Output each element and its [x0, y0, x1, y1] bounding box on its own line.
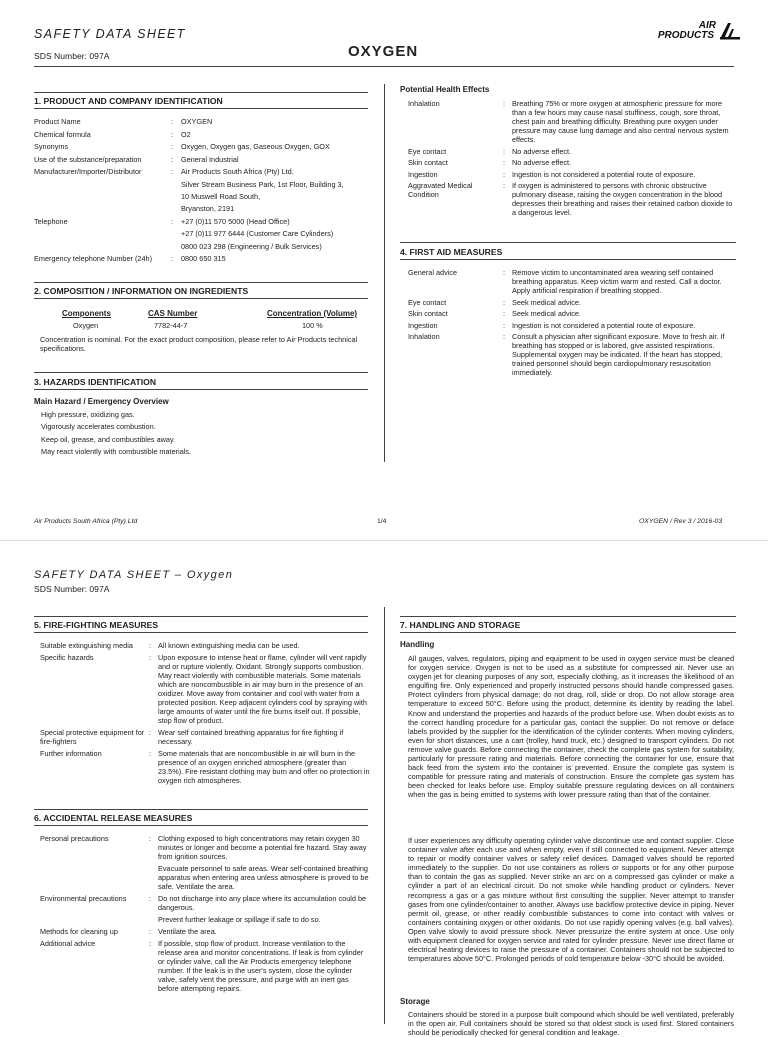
s1-row-value: Bryanston, 2191	[181, 203, 235, 213]
s5-row-colon: :	[149, 641, 152, 650]
s6-row-text: If possible, stop flow of product. Increase ventilation to the release area and monitor concentrations. If leak is from cylinder or cylinder valve, call the Air Products emergency telephone number. If the leak is in the user's system, close the cylinder valve, safely vent the pressure, and purge with an inert gas before attempting repairs.	[158, 939, 364, 994]
s1-row-value: Oxygen, Oxygen gas, Gaseous Oxygen, GOX	[181, 142, 330, 152]
handling-subheading: Handling	[400, 640, 435, 649]
s2-top-rule	[34, 282, 368, 283]
s2-cell-component: Oxygen	[73, 321, 99, 330]
s1-row-colon: :	[171, 217, 174, 227]
storage-paragraph: Containers should be stored in a purpose built compound which should be well ventilated, preferably in the open air. Full containers should be stored so that oldest stock is used first. Stored containers should be periodically checked for general condition and leakage.	[408, 1010, 734, 1037]
s4-top-rule	[400, 242, 736, 243]
s5-row-text: Some materials that are noncombustible in air will burn in the presence of an oxygen enriched atmosphere (greater than 23.5%). Fire resistant clothing may burn and offer no protection in oxygen rich atmospheres.	[158, 748, 370, 785]
page-2	[0, 541, 768, 1037]
s6-row-label: Additional advice	[40, 939, 96, 948]
s6-row-colon: :	[149, 894, 152, 903]
s1-row-value: OXYGEN	[181, 117, 213, 126]
column-divider	[384, 84, 385, 462]
phe-row-text: Breathing 75% or more oxygen at atmospheric pressure for more than a few hours may cause nasal stuffiness, cough, sore throat, chest pain and breathing difficulty. Breathing pure oxygen under pressure may cause lung damage and also central nervous system effects.	[512, 99, 729, 145]
s1-row-colon: :	[171, 129, 174, 139]
phe-row-label: Skin contact	[408, 158, 448, 167]
s6-row-text: Clothing exposed to high concentrations may retain oxygen 30 minutes or longer and become a potential fire hazard. Stay away from ignition sources.	[158, 834, 367, 862]
s1-row-value: +27 (0)11 570 5000 (Head Office)	[181, 217, 290, 227]
s3-item: Keep oil, grease, and combustibles away.	[41, 435, 176, 444]
s2-bottom-rule	[34, 298, 368, 299]
s1-row-value: General Industrial	[181, 154, 239, 164]
phe-row-text: Ingestion is not considered a potential route of exposure.	[512, 169, 696, 179]
s3-heading: 3. HAZARDS IDENTIFICATION	[34, 377, 157, 387]
logo-mark-icon	[718, 21, 742, 41]
phe-row-label: Inhalation	[408, 99, 440, 108]
s4-row-label: Eye contact	[408, 297, 447, 307]
s6-row-colon: :	[149, 834, 152, 843]
s4-row-text: Ingestion is not considered a potential route of exposure.	[512, 320, 696, 330]
s4-row-label: General advice	[408, 268, 458, 277]
s6-row-text: Do not discharge into any place where its accumulation could be dangerous.	[158, 894, 367, 913]
s4-row-text: Remove victim to uncontaminated area wearing self contained breathing apparatus. Keep victim warm and rested. Call a doctor. Apply artificial respiration if breathing stopped.	[512, 268, 722, 296]
phe-row-colon: :	[503, 99, 506, 108]
s1-row-label: Telephone	[34, 217, 68, 227]
s7-bottom-rule	[400, 632, 736, 633]
phe-row-colon: :	[503, 146, 506, 156]
s6-bottom-rule	[34, 825, 368, 826]
s1-row-colon: :	[171, 117, 174, 126]
s1-row-label: Emergency telephone Number (24h)	[34, 254, 153, 264]
s1-row-value: 0800 023 298 (Engineering / Bulk Services)	[181, 241, 322, 251]
s1-row-label: Chemical formula	[34, 129, 91, 139]
sheet-title: SAFETY DATA SHEET	[34, 27, 186, 41]
s7-top-rule	[400, 616, 736, 617]
s5-row-label: Further information	[40, 748, 102, 758]
sds-number: SDS Number: 097A	[34, 51, 110, 61]
footer-revision: OXYGEN / Rev 3 / 2016-03	[639, 518, 723, 525]
s1-top-rule	[34, 92, 368, 93]
s5-heading: 5. FIRE-FIGHTING MEASURES	[34, 620, 159, 630]
s6-rows	[40, 834, 374, 1009]
s6-row-label: Environmental precautions	[40, 894, 127, 903]
s4-row-label: Skin contact	[408, 309, 448, 318]
s7-heading: 7. HANDLING AND STORAGE	[400, 620, 521, 630]
s1-row-label: Use of the substance/preparation	[34, 154, 142, 164]
s1-row-value: +27 (0)11 977 6444 (Customer Care Cylinders)	[181, 229, 334, 239]
s4-row-label: Inhalation	[408, 332, 440, 341]
phe-row-colon: :	[503, 181, 506, 190]
phe-rows	[408, 99, 738, 229]
s1-rows	[34, 117, 374, 267]
s4-row-colon: :	[503, 309, 506, 318]
s2-col-cas: CAS Number	[148, 309, 198, 318]
footer-company: Air Products South Africa (Pty) Ltd	[34, 518, 138, 525]
s3-item: May react violently with combustible materials.	[41, 447, 192, 456]
s4-row-text: Seek medical advice.	[512, 309, 581, 318]
s6-heading: 6. ACCIDENTAL RELEASE MEASURES	[34, 813, 193, 823]
s6-top-rule	[34, 809, 368, 810]
s4-row-colon: :	[503, 332, 506, 341]
s1-heading: 1. PRODUCT AND COMPANY IDENTIFICATION	[34, 96, 223, 106]
s6-row-text: Ventilate the area.	[158, 927, 217, 936]
phe-row-label: Eye contact	[408, 146, 447, 156]
s6-row-label: Methods for cleaning up	[40, 927, 118, 936]
logo-line2: PRODUCTS	[657, 30, 714, 41]
s5-bottom-rule	[34, 632, 368, 633]
column-divider-2	[384, 607, 385, 1024]
s5-row-label: Special protective equipment for fire-fighters	[40, 728, 145, 747]
s1-row-value: 0800 650 315	[181, 254, 226, 264]
s2-cell-cas: 7782-44-7	[154, 321, 188, 330]
s6-row-colon: :	[149, 927, 152, 936]
s1-row-value: Air Products South Africa (Pty) Ltd.	[181, 167, 294, 177]
s1-row-colon: :	[171, 254, 174, 264]
s3-item: High pressure, oxidizing gas.	[41, 410, 135, 419]
s6-row-label: Personal precautions	[40, 834, 109, 843]
phe-row-text: No adverse effect.	[512, 146, 572, 156]
s1-row-value: 10 Muswell Road South,	[181, 191, 261, 201]
footer-page: 1/4	[377, 518, 387, 525]
s6-row-colon: :	[149, 939, 152, 948]
s5-rows	[40, 641, 374, 801]
s1-row-colon: :	[171, 142, 174, 152]
s5-row-label: Suitable extinguishing media	[40, 641, 133, 650]
s5-row-colon: :	[149, 652, 152, 662]
s2-note: Concentration is nominal. For the exact product composition, please refer to Air Products technical specifications.	[40, 335, 358, 354]
product-heading: OXYGEN	[348, 43, 419, 60]
sds-number-2: SDS Number: 097A	[34, 584, 110, 594]
s1-bottom-rule	[34, 108, 368, 109]
s6-row-text: Evacuate personnel to safe areas. Wear self-contained breathing apparatus when entering area unless atmosphere is proved to be safe. Ventilate the area.	[158, 864, 369, 892]
s5-row-text: All known extinguishing media can be used.	[158, 641, 300, 650]
header-rule	[34, 66, 734, 67]
s4-row-colon: :	[503, 268, 506, 277]
s4-rows	[408, 268, 738, 398]
phe-row-colon: :	[503, 158, 506, 167]
s1-row-label: Manufacturer/Importer/Distributor	[34, 167, 142, 177]
s3-top-rule	[34, 372, 368, 373]
s4-heading: 4. FIRST AID MEASURES	[400, 247, 503, 257]
phe-row-label: Ingestion	[408, 169, 438, 179]
s1-row-value: O2	[181, 129, 191, 139]
s5-top-rule	[34, 616, 368, 617]
s5-row-colon: :	[149, 728, 152, 737]
s1-row-label: Product Name	[34, 117, 81, 126]
s2-cell-concentration: 100 %	[302, 321, 323, 330]
phe-row-text: No adverse effect.	[512, 158, 572, 167]
s5-row-text: Upon exposure to intense heat or flame, cylinder will vent rapidly and or rupture violently. Oxidant. Strongly supports combustion. May react violently with combustible materials. Some materials which are noncombustible in air may burn in the presence of an oxidizer. Move away from container and cool with water from a protected position. Keep adjacent cylinders cool by spraying with large amounts of water until the fire burns itself out. If possible, stop flow of product.	[158, 652, 367, 726]
s4-row-text: Seek medical advice.	[512, 297, 581, 307]
phe-heading: Potential Health Effects	[400, 85, 490, 94]
s5-row-label: Specific hazards	[40, 652, 94, 662]
s5-row-colon: :	[149, 748, 152, 758]
s5-row-text: Wear self contained breathing apparatus for fire fighting if necessary.	[158, 728, 344, 747]
s4-row-text: Consult a physician after significant exposure. Move to fresh air. If breathing has stopped or is labored, give assisted respirations. Supplemental oxygen may be indicated. If the heart has stopped, trained personnel should begin cardiopulmonary resuscitation immediately.	[512, 332, 725, 378]
s3-bottom-rule	[34, 389, 368, 390]
storage-subheading: Storage	[400, 997, 430, 1006]
s2-heading: 2. COMPOSITION / INFORMATION ON INGREDIENTS	[34, 286, 249, 296]
s4-row-colon: :	[503, 320, 506, 330]
s4-row-colon: :	[503, 297, 506, 307]
phe-row-text: If oxygen is administered to persons with chronic obstructive pulmonary disease, raising the oxygen concentration in the blood depresses their breathing and raises their retained carbon dioxide to a dangerous level.	[512, 181, 733, 218]
s6-row-text: Prevent further leakage or spillage if safe to do so.	[158, 915, 321, 924]
s1-row-value: Silver Stream Business Park, 1st Floor, Building 3,	[181, 179, 344, 189]
s1-row-colon: :	[171, 154, 174, 164]
s3-item: Vigorously accelerates combustion.	[41, 422, 156, 431]
s1-row-label: Synonyms	[34, 142, 69, 152]
phe-row-label: Aggravated Medical Condition	[408, 181, 473, 200]
s4-bottom-rule	[400, 259, 736, 260]
air-products-logo	[650, 20, 742, 42]
sheet-title-2: SAFETY DATA SHEET – Oxygen	[34, 569, 234, 581]
s1-row-colon: :	[171, 167, 174, 177]
s3-subheading: Main Hazard / Emergency Overview	[34, 397, 169, 406]
s2-col-components: Components	[62, 309, 111, 318]
phe-row-colon: :	[503, 169, 506, 179]
handling-paragraph: All gauges, valves, regulators, piping and equipment to be used in oxygen service must be cleaned for oxygen service. Oxygen is not to be used as a substitute for compressed air. Never use an oxygen jet for cleaning purposes of any sort, especially clothing, as it increases the likelihood of an engulfing fire. Only experienced and properly instructed persons should handle compressed gases. Protect cylinders from physical damage; do not drag, roll, slide or drop. Do not allow storage area temperature to exceed 50°C. Before using the product, determine its identity by reading the label. Know and understand the properties and hazards of the product before use. When doubt exists as to the correct handling procedure for a particular gas, contact the supplier. Do not remove or deface labels provided by the supplier for the identification of the cylinder contents. When moving cylinders, even for short distances, use a cart (trolley, hand truck, etc.) designed to transport cylinders. Do not remove valve guards. Before connecting the container, check the complete gas system for suitability, particularly for pressure rating and materials. Before connecting the container for use, ensure that back feed from the system into the container is prevented. Ensure the complete gas system is compatible for pressure rating and materials of construction. Ensure the complete gas system has been checked for leaks before use. Employ suitable pressure regulating devices on all containers when the gas is being emitted to systems with lower pressure rating than that of the container.	[408, 654, 734, 800]
handling-paragraph: If user experiences any difficulty operating cylinder valve discontinue use and contact supplier. Close container valve after each use and when empty, even if still connected to equipment. Never attempt to repair or modify container valves or safety relief devices. Damaged valves should be reported immediately to the supplier. Do not use containers as rollers or supports or for any other purpose than to contain the gas as supplied. Never strike an arc on a compressed gas cylinder or make a cylinder a part of an electrical circuit. Do not smoke while handling product or cylinders. Never recompress a gas or a gas mixture without first consulting the supplier. Never attempt to transfer gases from one cylinder/container to another. Always use backflow protective device in piping. Never permit oil, grease, or other readily combustible substances to come into contact with valves or containers containing oxygen or other oxidants. Do not use rapidly opening valves (e.g. ball valves). Open valve slowly to avoid pressure shock. Never pressurize the entire system at once. Use only with equipment cleaned for oxygen service and rated for cylinder pressure. Never use direct flame or electrical heating devices to raise the pressure of a container. Containers should not be subjected to temperatures above 50°C. Prolonged periods of cold temperature below -30°C should be avoided.	[408, 836, 734, 964]
s2-col-concentration: Concentration (Volume)	[267, 309, 358, 318]
logo-line1: AIR	[698, 20, 716, 31]
s4-row-label: Ingestion	[408, 320, 438, 330]
